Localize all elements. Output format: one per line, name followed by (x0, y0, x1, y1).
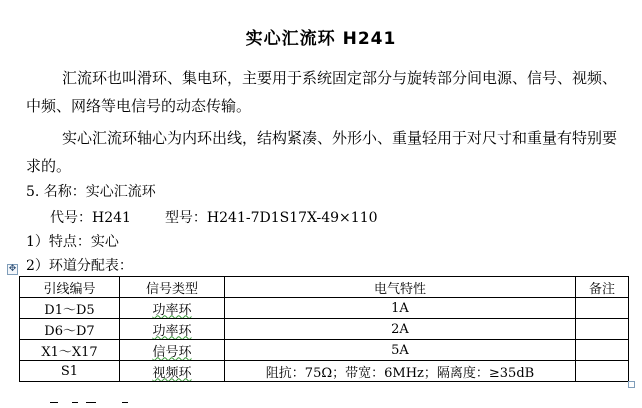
cell-lead-number: D6～D7 (20, 319, 120, 340)
cell-remarks (576, 361, 629, 382)
document-title: 实心汇流环 H241 (245, 29, 397, 49)
table-row (20, 361, 629, 382)
cell-signal-type (120, 319, 225, 340)
header-lead-number: 引线编号 (20, 277, 120, 298)
signal-type-text: 视频环 (152, 365, 192, 381)
product-name-line: 5. 名称：实心汇流环 (26, 184, 156, 200)
cell-remarks (576, 319, 629, 340)
product-model: 型号：H241-7D1S17X-49×110 (164, 210, 378, 226)
cell-electrical-spec: 5A (225, 340, 576, 361)
product-code-line (50, 206, 378, 230)
product-code: 代号：H241 (50, 210, 131, 226)
header-signal-type: 信号类型 (120, 277, 225, 298)
cell-signal-type (120, 361, 225, 382)
feature-line: 1）特点：实心 (26, 234, 119, 250)
table-resize-handle-icon[interactable] (628, 381, 635, 388)
cell-lead-number: S1 (20, 361, 120, 382)
channel-allocation-table (19, 276, 629, 382)
table-move-handle-icon[interactable]: ✥ (8, 264, 17, 274)
table-header-row (20, 277, 629, 298)
cell-remarks (576, 340, 629, 361)
intro-paragraph: 汇流环也叫滑环、集电环，主要用于系统固定部分与旋转部分间电源、信号、视频、中频、网络等电信号的动态传输。 (26, 69, 618, 115)
cell-remarks (576, 298, 629, 319)
cell-electrical-spec: 阻抗：75Ω；带宽：6MHz；隔离度：≥35dB (225, 361, 576, 382)
table-row (20, 340, 629, 361)
cell-lead-number: D1～D5 (20, 298, 120, 319)
channel-table-caption: 2）环道分配表： (26, 258, 133, 274)
cell-signal-type (120, 298, 225, 319)
header-remarks: 备注 (576, 277, 629, 298)
cell-lead-number: X1～X17 (20, 340, 120, 361)
signal-type-text: 功率环 (152, 323, 192, 339)
cell-electrical-spec: 1A (225, 298, 576, 319)
table-row (20, 319, 629, 340)
description-paragraph: 实心汇流环轴心为内环出线，结构紧凑、外形小、重量轻用于对尺寸和重量有特别要求的。 (26, 129, 618, 175)
signal-type-text: 功率环 (152, 302, 192, 318)
table-row (20, 298, 629, 319)
header-electrical-spec: 电气特性 (225, 277, 576, 298)
cell-signal-type (120, 340, 225, 361)
signal-type-text: 信号环 (152, 344, 192, 360)
cell-electrical-spec: 2A (225, 319, 576, 340)
cut-off-next-line (26, 402, 146, 408)
